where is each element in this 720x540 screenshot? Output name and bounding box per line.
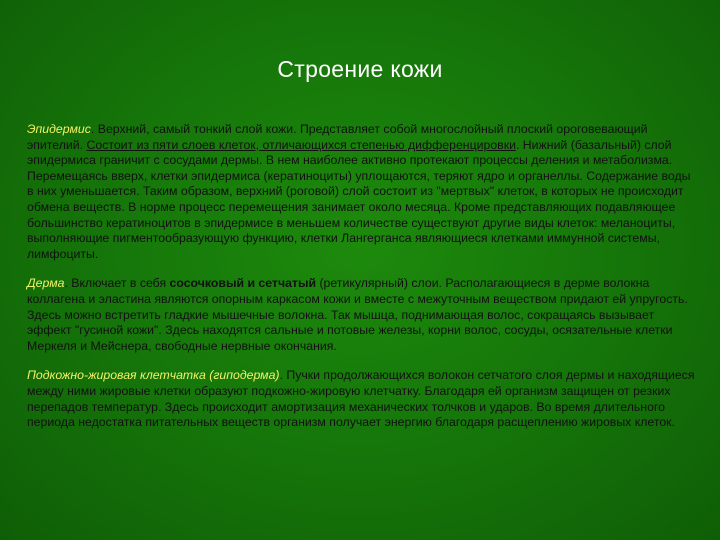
term-hypodermis: Подкожно-жировая клетчатка (гиподерма) (27, 368, 280, 383)
dermis-text-b: (ретикулярный) слои. Располагающиеся в дерме волокна коллагена и эластина являются опорным каркасом кожи и вместе с межуточным веществом придают ей упругость. Здесь можно встретить гладкие мышечные волокна. Так мышца, поднимающая волос, сокращаясь вызывает эффект "гусиной кожи". Здесь находятся сальные и потовые железы, корни волос, сосуды, осязательные клетки Меркеля и Мейснера, свободные нервные окончания. (27, 276, 688, 353)
epidermis-text-a: . Верхний, самый тонкий слой кожи. Представляет собой многослойный плоский ороговевающий эпителий. (27, 122, 648, 152)
paragraph-dermis (27, 276, 695, 354)
epidermis-underlined-text: Состоит из пяти слоев клеток, отличающихся степенью дифференцировки (86, 137, 516, 152)
dermis-text-a: . Включает в себя (64, 276, 170, 291)
hypodermis-text: . Пучки продолжающихся волокон сетчатого слоя дермы и находящиеся между ними жировые клетки образуют подкожно-жировую клетчатку. Благодаря ей организм защищен от резких перепадов температур. Здесь происходит амортизация механических толчков и ударов. Во время длительного периода недостатка питательных веществ организм получает энергию благодаря расщеплению жировых клеток. (27, 368, 695, 430)
paragraph-epidermis (27, 122, 695, 262)
slide-title: Строение кожи (277, 56, 443, 82)
term-dermis: Дерма (27, 276, 65, 291)
epidermis-text-b: . Нижний (базальный) слой эпидермиса граничит с сосудами дермы. В нем наиболее активно протекают процессы деления и метаболизма. Перемещаясь вверх, клетки эпидермиса (кератиноциты) уплощаются, теряют ядро и органеллы. Содержание воды в них уменьшается. Таким образом, верхний (роговой) слой состоит из "мертвых" клеток, в которых не происходит обмена веществ. В норме процесс перемещения занимает около месяца. Кроме представляющих подавляющее большинство кератиноцитов в эпидермисе в меньшем количестве существуют другие виды клеток: меланоциты, выполняющие пигментообразующую функцию, клетки Лангерганса являющиеся клетками иммунной системы, лимфоциты. (27, 137, 691, 261)
term-epidermis: Эпидермис (27, 122, 91, 136)
paragraph-hypodermis (27, 368, 695, 430)
dermis-bold-text: сосочковый и сетчатый (169, 276, 317, 291)
slide-body (27, 122, 695, 445)
